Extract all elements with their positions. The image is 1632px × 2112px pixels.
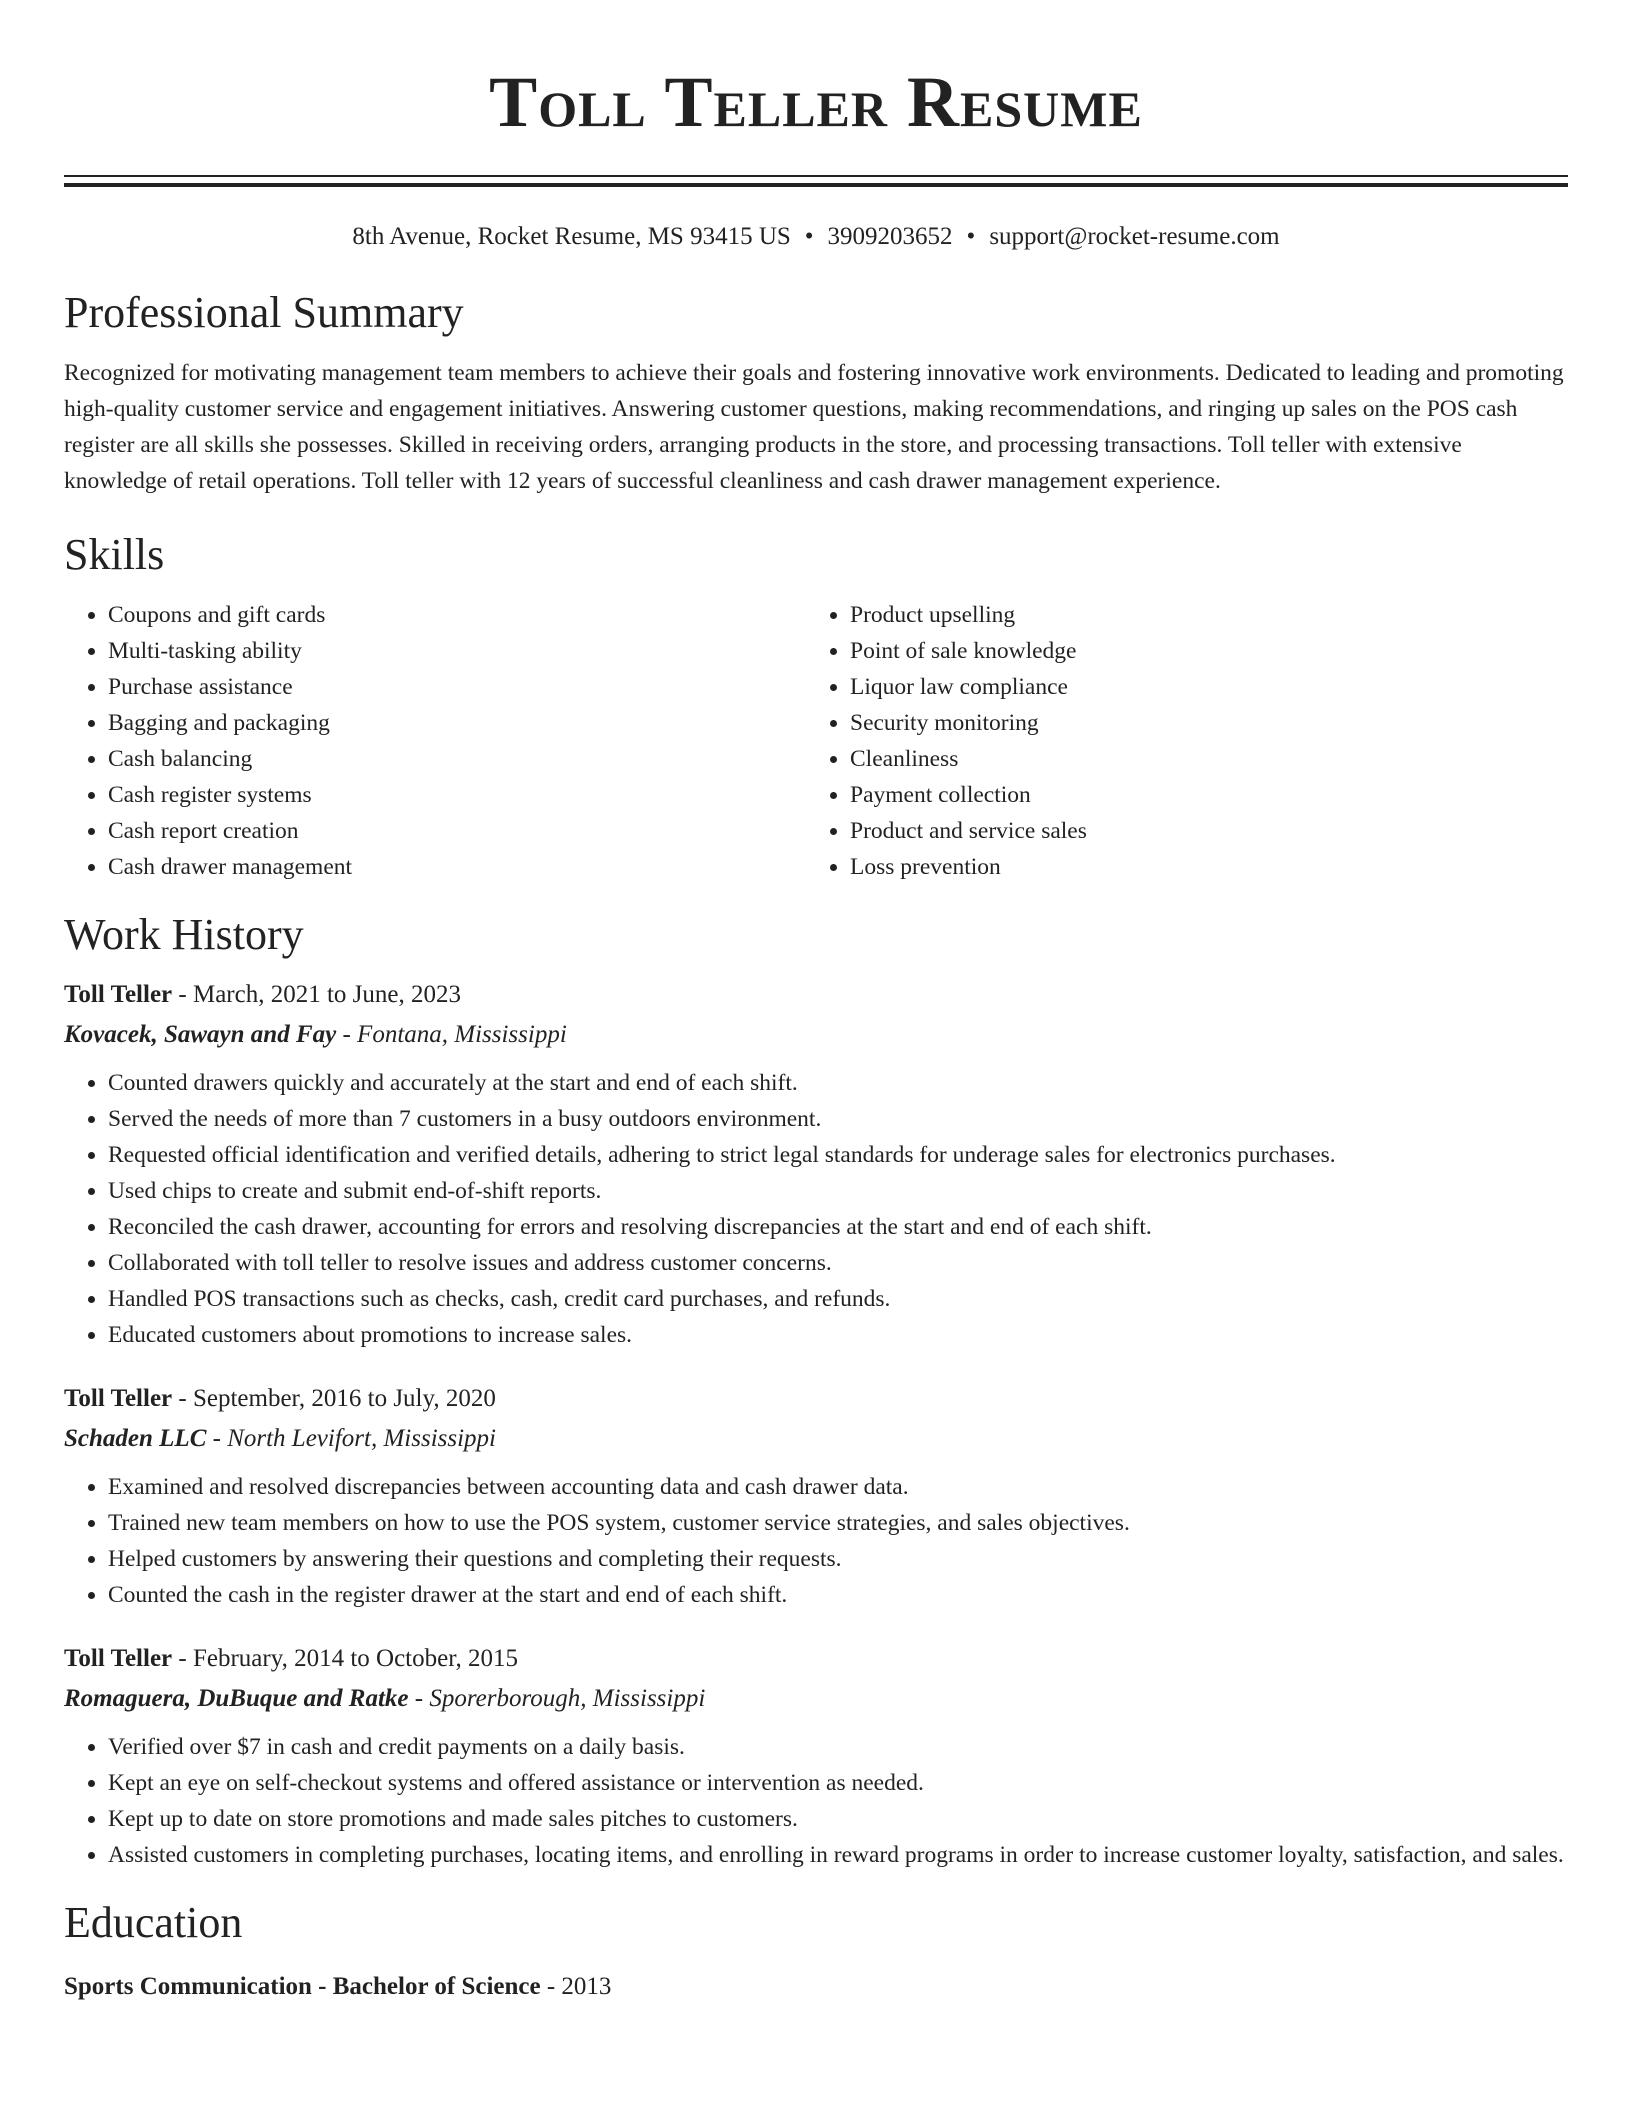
skill-item: • Loss prevention	[850, 849, 1548, 885]
skills-heading: Skills	[64, 530, 165, 579]
job-bullet: • Kept an eye on self-checkout systems and offered assistance or intervention as needed.	[108, 1765, 1568, 1801]
work-history-heading: Work History	[64, 910, 304, 959]
job-bullet: • Reconciled the cash drawer, accounting for errors and resolving discrepancies at the start and end of each shift.	[108, 1209, 1568, 1245]
resume-title: Toll Teller Resume	[489, 62, 1143, 142]
contact-line	[64, 221, 1568, 253]
job-bullet: • Counted drawers quickly and accurately at the start and end of each shift.	[108, 1065, 1568, 1101]
job-bullets	[64, 1469, 1568, 1613]
job-bullet: • Collaborated with toll teller to resolve issues and address customer concerns.	[108, 1245, 1568, 1281]
title-divider	[64, 175, 1568, 187]
job-bullet: • Counted the cash in the register drawer at the start and end of each shift.	[108, 1577, 1568, 1613]
job-bullet: • Used chips to create and submit end-of-shift reports.	[108, 1173, 1568, 1209]
job-title: Toll Teller	[64, 981, 173, 1008]
skill-item: • Cash report creation	[108, 813, 806, 849]
job-location: - Fontana, Mississippi	[336, 1021, 567, 1048]
education-year: - 2013	[540, 1973, 612, 2000]
job-entry	[64, 1639, 1568, 1873]
job-header	[64, 1379, 1568, 1419]
skill-item: • Purchase assistance	[108, 669, 806, 705]
skill-item: • Cleanliness	[850, 741, 1548, 777]
job-dates: - March, 2021 to June, 2023	[172, 981, 461, 1008]
job-bullet: • Handled POS transactions such as checks, cash, credit card purchases, and refunds.	[108, 1281, 1568, 1317]
skill-item: • Product upselling	[850, 597, 1548, 633]
skill-item: • Product and service sales	[850, 813, 1548, 849]
job-bullet: • Assisted customers in completing purchases, locating items, and enrolling in reward programs in order to increase customer loyalty, satisfaction, and sales.	[108, 1837, 1568, 1873]
job-company: Romaguera, DuBuque and Ratke	[64, 1685, 409, 1712]
summary-heading: Professional Summary	[64, 288, 464, 337]
contact-separator: •	[804, 223, 814, 250]
summary-text: Recognized for motivating management team members to achieve their goals and fostering innovative work environments. Dedicated to leading and promoting high-quality customer service and engagement initiatives. Answering customer questions, making recommendations, and ringing up sales on the POS cash register are all skills she possesses. Skilled in receiving orders, arranging products in the store, and processing transactions. Toll teller with extensive knowledge of retail operations. Toll teller with 12 years of successful cleanliness and cash drawer management experience.	[64, 360, 1564, 494]
job-bullet: • Trained new team members on how to use the POS system, customer service strategies, and sales objectives.	[108, 1505, 1568, 1541]
job-bullet: • Examined and resolved discrepancies between accounting data and cash drawer data.	[108, 1469, 1568, 1505]
job-dates: - September, 2016 to July, 2020	[172, 1385, 496, 1412]
job-location: - Sporerborough, Mississippi	[408, 1685, 706, 1712]
job-entry	[64, 975, 1568, 1353]
skills-column-right	[806, 597, 1548, 885]
skill-item: • Cash register systems	[108, 777, 806, 813]
skill-item: • Point of sale knowledge	[850, 633, 1548, 669]
job-dates: - February, 2014 to October, 2015	[172, 1645, 519, 1672]
job-employer	[64, 1679, 1568, 1719]
skills-column-left	[64, 597, 806, 885]
job-bullet: • Kept up to date on store promotions and made sales pitches to customers.	[108, 1801, 1568, 1837]
education-entry	[64, 1967, 1568, 2007]
skill-item: • Cash drawer management	[108, 849, 806, 885]
job-entry	[64, 1379, 1568, 1613]
contact-phone: 3909203652	[827, 223, 953, 250]
job-bullet: • Served the needs of more than 7 customers in a busy outdoors environment.	[108, 1101, 1568, 1137]
job-bullet: • Educated customers about promotions to increase sales.	[108, 1317, 1568, 1353]
skill-item: • Liquor law compliance	[850, 669, 1548, 705]
job-company: Schaden LLC	[64, 1425, 207, 1452]
skill-item: • Bagging and packaging	[108, 705, 806, 741]
contact-email: support@rocket-resume.com	[989, 223, 1280, 250]
skills-list	[64, 597, 1568, 885]
job-bullet: • Requested official identification and verified details, adhering to strict legal standards for underage sales for electronics purchases.	[108, 1137, 1568, 1173]
job-bullets	[64, 1065, 1568, 1353]
skill-item: • Cash balancing	[108, 741, 806, 777]
job-employer	[64, 1015, 1568, 1055]
job-header	[64, 1639, 1568, 1679]
job-bullet: • Helped customers by answering their questions and completing their requests.	[108, 1541, 1568, 1577]
education-heading: Education	[64, 1898, 243, 1947]
job-title: Toll Teller	[64, 1645, 173, 1672]
job-company: Kovacek, Sawayn and Fay	[64, 1021, 337, 1048]
skill-item: • Multi-tasking ability	[108, 633, 806, 669]
contact-address: 8th Avenue, Rocket Resume, MS 93415 US	[352, 223, 791, 250]
job-employer	[64, 1419, 1568, 1459]
job-title: Toll Teller	[64, 1385, 173, 1412]
contact-separator: •	[966, 223, 976, 250]
skill-item: • Security monitoring	[850, 705, 1548, 741]
education-degree: Sports Communication - Bachelor of Science	[64, 1973, 541, 2000]
job-bullets	[64, 1729, 1568, 1873]
skill-item: • Coupons and gift cards	[108, 597, 806, 633]
skill-item: • Payment collection	[850, 777, 1548, 813]
job-location: - North Levifort, Mississippi	[206, 1425, 496, 1452]
job-header	[64, 975, 1568, 1015]
job-bullet: • Verified over $7 in cash and credit payments on a daily basis.	[108, 1729, 1568, 1765]
